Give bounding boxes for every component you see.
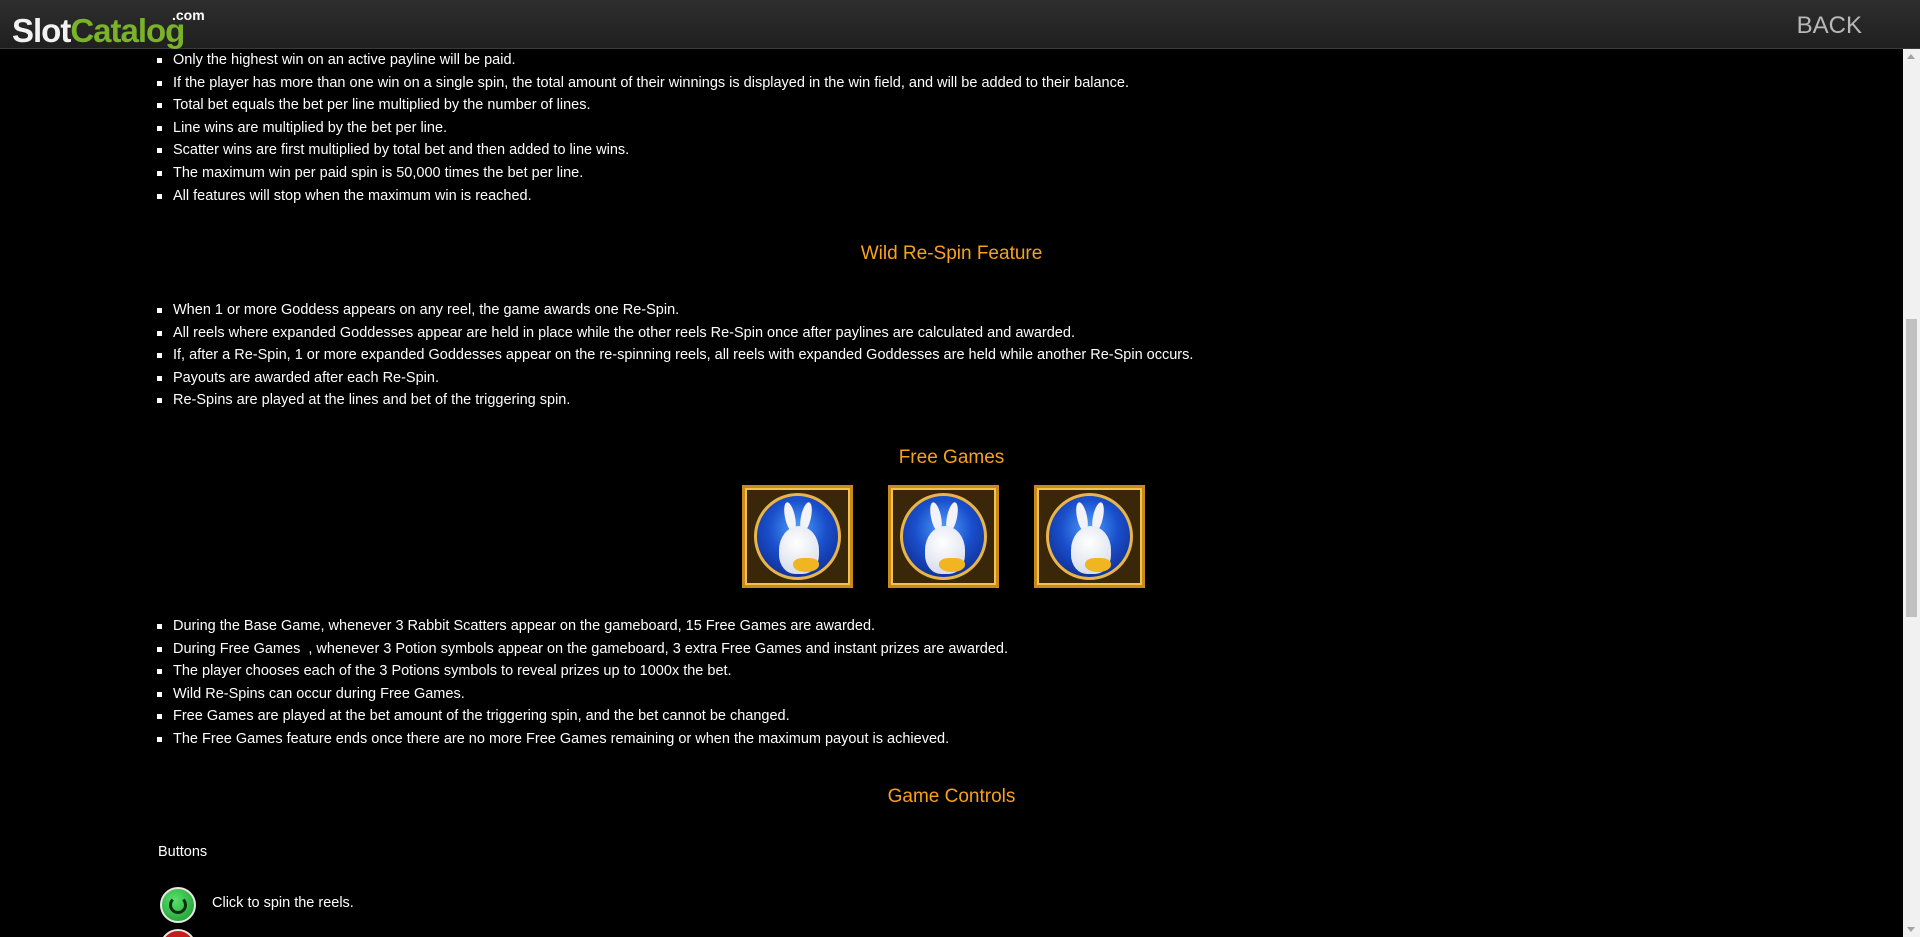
list-item: Payouts are awarded after each Re-Spin. [157,367,1193,390]
list-item: The maximum win per paid spin is 50,000 times the bet per line. [157,162,1129,185]
wild-respin-heading: Wild Re-Spin Feature [860,243,1043,264]
list-item: The Free Games feature ends once there are no more Free Games remaining or when the maximum payout is achieved. [157,728,1008,751]
list-item: Scatter wins are first multiplied by total bet and then added to line wins. [157,139,1129,162]
buttons-label: Buttons [158,844,208,860]
list-item: All reels where expanded Goddesses appear are held in place while the other reels Re-Spin once after paylines are calculated and awarded. [157,322,1193,345]
free-games-list [157,615,1008,751]
stop-button-icon [160,929,196,937]
list-item: Re-Spins are played at the lines and bet of the triggering spin. [157,389,1193,412]
vertical-scrollbar[interactable] [1903,49,1920,937]
list-item: Only the highest win on an active payline will be paid. [157,49,1129,72]
list-item: During Free Games , whenever 3 Potion symbols appear on the gameboard, 3 extra Free Games and instant prizes are awarded. [157,638,1008,661]
list-item: All features will stop when the maximum win is reached. [157,185,1129,208]
top-bar [0,0,1920,49]
list-item: The player chooses each of the 3 Potions symbols to reveal prizes up to 1000x the bet. [157,660,1008,683]
logo-com-text: .com [172,7,205,23]
rules-list [157,49,1129,207]
free-games-heading: Free Games [898,447,1005,468]
list-item: Free Games are played at the bet amount of the triggering spin, and the bet cannot be changed. [157,705,1008,728]
spin-button-icon [160,887,196,923]
slotcatalog-logo[interactable] [12,7,205,49]
list-item: If, after a Re-Spin, 1 or more expanded Goddesses appear on the re-spinning reels, all reels with expanded Goddesses are held while another Re-Spin occurs. [157,344,1193,367]
list-item: If the player has more than one win on a single spin, the total amount of their winnings is displayed in the win field, and will be added to their balance. [157,72,1129,95]
list-item: When 1 or more Goddess appears on any reel, the game awards one Re-Spin. [157,299,1193,322]
logo-slot-text: Slot [12,12,71,49]
list-item: Line wins are multiplied by the bet per line. [157,117,1129,140]
logo-catalog-text: Catalog [70,12,185,49]
scroll-thumb[interactable] [1906,319,1917,617]
list-item: Total bet equals the bet per line multiplied by the number of lines. [157,94,1129,117]
rabbit-scatter-icon [742,485,853,588]
list-item: Wild Re-Spins can occur during Free Games. [157,683,1008,706]
rabbit-scatter-icon [1034,485,1145,588]
rules-content [0,49,1903,937]
spin-description: Click to spin the reels. [212,895,354,911]
back-button[interactable]: BACK [1796,12,1862,39]
scatter-symbols [742,485,1145,588]
scroll-up-icon[interactable] [1907,54,1915,59]
rabbit-scatter-icon [888,485,999,588]
list-item: During the Base Game, whenever 3 Rabbit Scatters appear on the gameboard, 15 Free Games are awarded. [157,615,1008,638]
game-controls-heading: Game Controls [887,786,1016,807]
wild-respin-list [157,299,1193,412]
scroll-down-icon[interactable] [1907,927,1915,932]
